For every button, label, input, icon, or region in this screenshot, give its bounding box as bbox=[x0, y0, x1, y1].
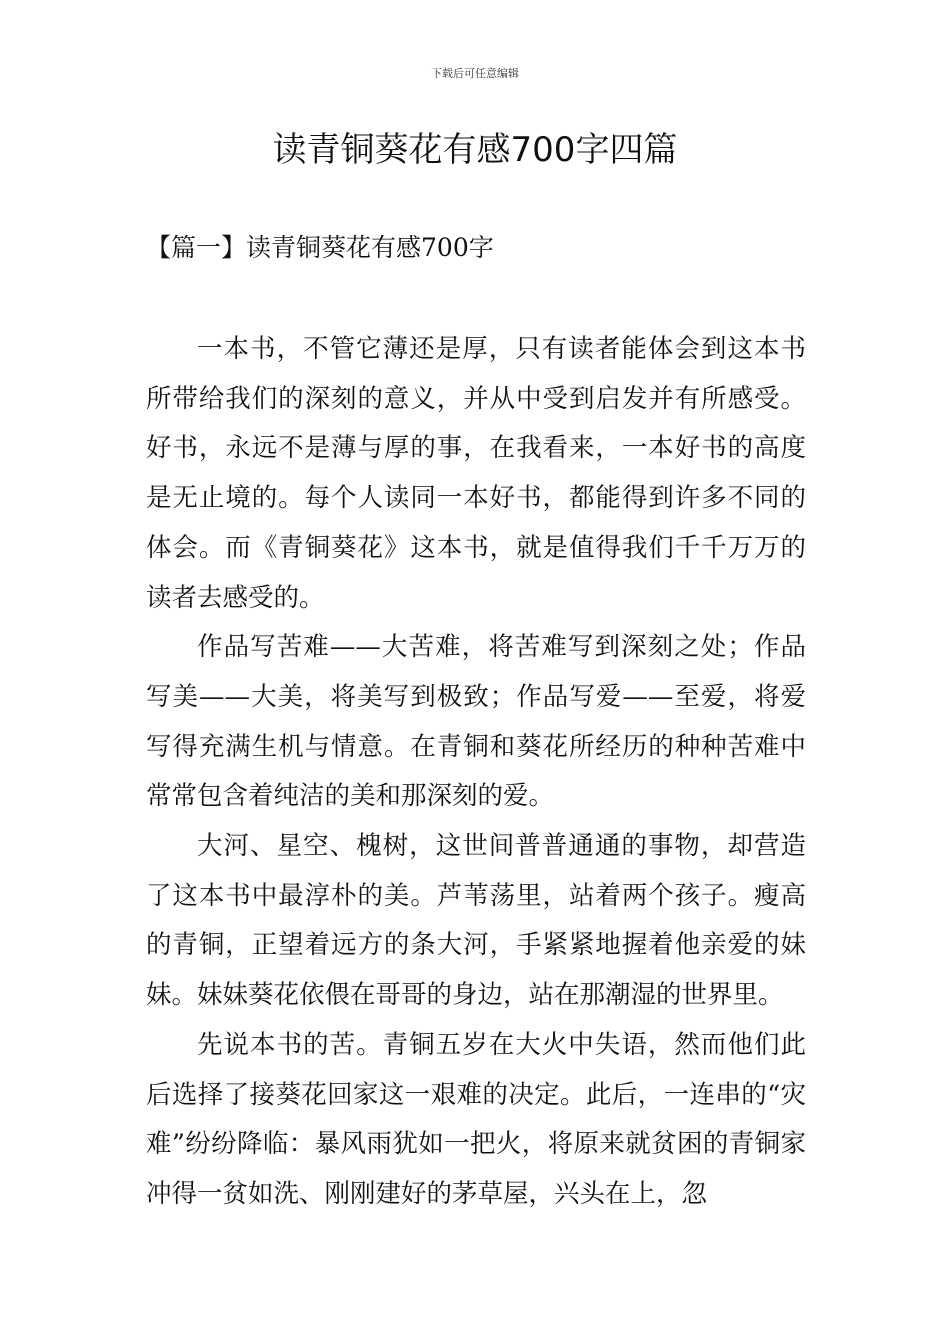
paragraph: 大河、星空、槐树，这世间普普通通的事物，却营造了这本书中最淳朴的美。芦苇荡里，站着两个孩子。瘦高的青铜，正望着远方的条大河，手紧紧地握着他亲爱的妹妹。妹妹葵花依偎在哥哥的身边，站在那潮湿的世界里。 bbox=[146, 831, 806, 1011]
paragraph: 先说本书的苦。青铜五岁在大火中失语，然而他们此后选择了接葵花回家这一艰难的决定。此后，一连串的“灾难”纷纷降临：暴风雨犹如一把火，将原来就贫困的青铜家冲得一贫如洗、刚刚建好的茅草屋，兴头在上，忽 bbox=[146, 1029, 806, 1209]
document-body bbox=[146, 325, 806, 1220]
paragraph: 一本书，不管它薄还是厚，只有读者能体会到这本书所带给我们的深刻的意义，并从中受到启发并有所感受。好书，永远不是薄与厚的事，在我看来，一本好书的高度是无止境的。每个人读同一本好书，都能得到许多不同的体会。而《青铜葵花》这本书，就是值得我们千千万万的读者去感受的。 bbox=[146, 334, 806, 613]
document-title: 读青铜葵花有感700字四篇 bbox=[272, 130, 678, 170]
section-heading: 【篇一】读青铜葵花有感700字 bbox=[146, 233, 494, 262]
header-note: 下载后可任意编辑 bbox=[431, 67, 519, 80]
paragraph: 作品写苦难——大苦难，将苦难写到深刻之处；作品写美——大美，将美写到极致；作品写爱——至爱，将爱写得充满生机与情意。在青铜和葵花所经历的种种苦难中常常包含着纯洁的美和那深刻的爱。 bbox=[146, 632, 806, 812]
